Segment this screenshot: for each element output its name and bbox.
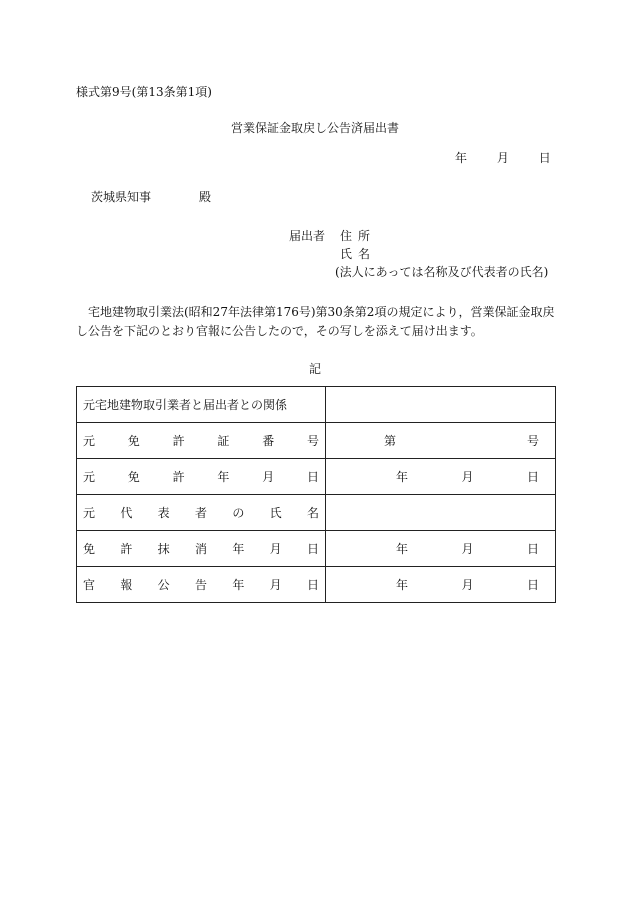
label-char: 証 [217,434,230,448]
address-label: 住所 [340,229,377,243]
license-no-suffix: 号 [526,434,539,448]
label-char: 日 [306,578,319,592]
label-char: 氏 [269,506,282,520]
table-row [77,567,556,603]
relation-value [326,387,556,423]
date-day: 日 [538,151,551,165]
revocation-date-value: 年 月 日 [326,531,556,567]
label-char: 官 [83,578,96,592]
label-char: 元 [83,470,96,484]
label-char: 号 [306,434,319,448]
label-char: 月 [269,542,282,556]
honorific: 殿 [199,190,212,204]
governor-title: 茨城県知事 [91,190,152,204]
license-no-label [77,423,326,459]
representative-label [77,495,326,531]
label-char: 番 [262,434,275,448]
label-char: 年 [217,470,230,484]
label-char: 免 [127,434,140,448]
gazette-date-label [77,567,326,603]
notifier-label: 届出者 [289,229,326,243]
representative-value [326,495,556,531]
label-char: 免 [127,470,140,484]
label-char: 年 [232,578,245,592]
label-char: 消 [194,542,207,556]
table-row [77,423,556,459]
label-char: 許 [120,542,133,556]
label-char: 年 [232,542,245,556]
license-date-label [77,459,326,495]
form-number: 様式第9号(第13条第1項) [76,85,212,99]
label-char: 元 [83,506,96,520]
label-char: 抹 [157,542,170,556]
submission-date [455,151,551,165]
label-char: 日 [306,470,319,484]
label-char: 者 [194,506,207,520]
license-date-value: 年 月 日 [326,459,556,495]
label-char: 公 [157,578,170,592]
label-char: 元 [83,434,96,448]
label-char: 月 [269,578,282,592]
license-no-prefix: 第 [384,434,397,448]
relation-label: 元宅地建物取引業者と届出者との関係 [77,387,326,423]
label-char: 月 [262,470,275,484]
label-char: 告 [194,578,207,592]
addressee [91,190,211,204]
document-title: 営業保証金取戻し公告済届出書 [230,121,399,135]
label-char: 代 [120,506,133,520]
name-label: 氏名 [340,247,377,261]
table-row [77,459,556,495]
label-char: 許 [172,470,185,484]
gazette-date-value: 年 月 日 [326,567,556,603]
revocation-date-label [77,531,326,567]
detail-table [76,386,556,603]
body-paragraph: 宅地建物取引業法(昭和27年法律第176号)第30条第2項の規定により，営業保証金取戻し公告を下記のとおり官報に公告したので，その写しを添えて届け出ます。 [76,305,555,338]
ki-heading: 記 [308,362,321,376]
license-no-value [326,423,556,459]
label-char: 報 [120,578,133,592]
label-char: 表 [157,506,170,520]
date-month: 月 [496,151,509,165]
corporate-note: (法人にあっては名称及び代表者の氏名) [335,265,549,279]
table-row [77,531,556,567]
label-char: 日 [306,542,319,556]
label-char: 名 [306,506,319,520]
label-char: 免 [83,542,96,556]
label-char: の [232,506,245,520]
label-char: 許 [172,434,185,448]
table-row [77,495,556,531]
date-year: 年 [455,151,468,165]
table-row [77,387,556,423]
